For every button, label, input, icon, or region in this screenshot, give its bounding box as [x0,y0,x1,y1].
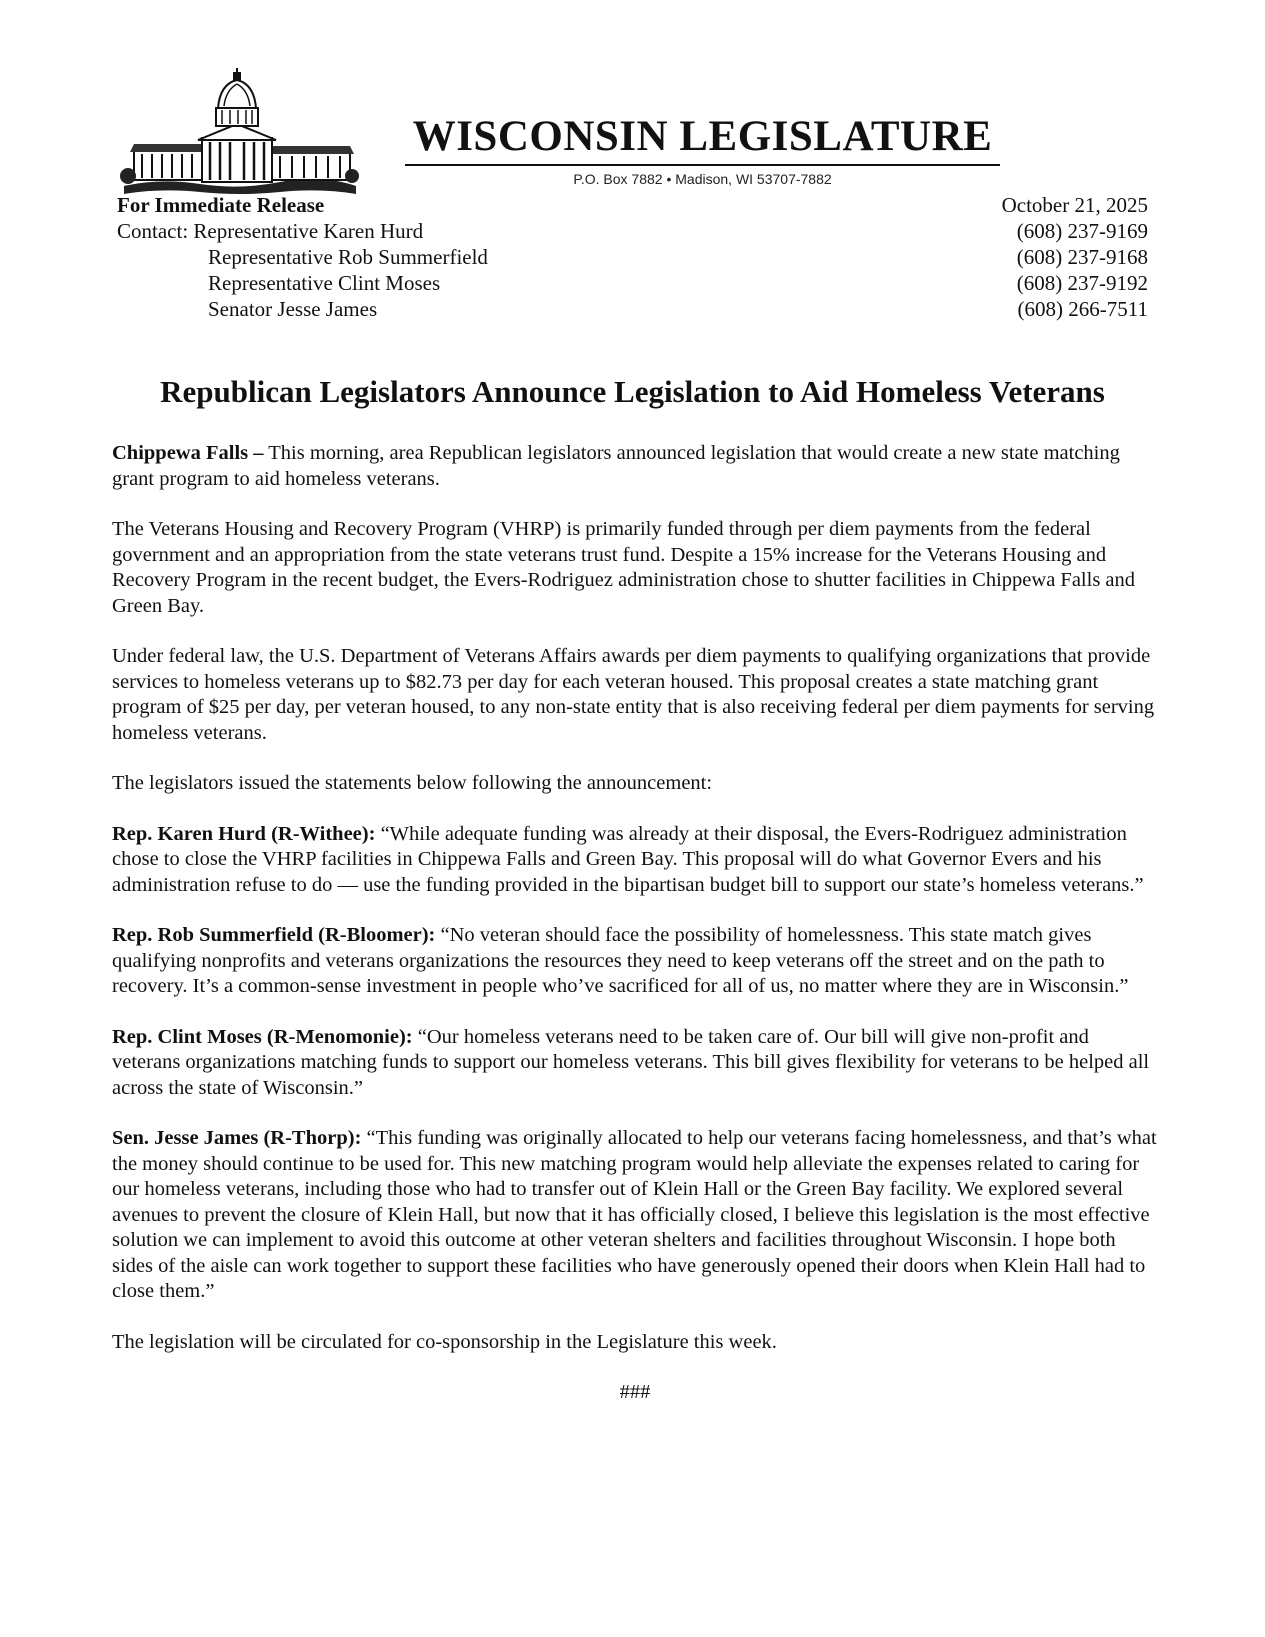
contact-name: Contact: Representative Karen Hurd [117,219,424,243]
headline: Republican Legislators Announce Legislation to Aid Homeless Veterans [160,374,1105,409]
contact-phone: (608) 266-7511 [1017,297,1148,321]
contact-phone: (608) 237-9192 [1016,271,1148,295]
organization-address: P.O. Box 7882 • Madison, WI 53707-7882 [573,171,832,187]
paragraph-closing: The legislation will be circulated for co-sponsorship in the Legislature this week. [112,1330,777,1353]
paragraph-intro: Chippewa Falls – This morning, area Republican legislators announced legislation that would create a new state matching grant program to aid homeless veterans. [112,442,1120,490]
paragraph-vhrp: The Veterans Housing and Recovery Program (VHRP) is primarily funded through per diem payments from the federal government and an appropriation from the state veterans trust fund. Despite a 15% increase for the Veterans Housing and Recovery Program in the recent budget, the Evers-Rodriguez administration chose to shutter facilities in Chippewa Falls and Green Bay. [112,518,1136,617]
paragraph-federal-law: Under federal law, the U.S. Department of Veterans Affairs awards per diem payments to qualifying organizations that provide services to homeless veterans up to $82.73 per day for each veteran housed. This proposal creates a state matching grant program of $25 per day, per veteran housed, to any non-state entity that is also receiving federal per diem payments for serving homeless veterans. [112,645,1155,744]
capitol-building-logo [120,68,360,208]
press-release-body [112,441,1158,1431]
end-mark: ### [619,1381,651,1403]
quote-james: Sen. Jesse James (R-Thorp): “This funding was originally allocated to help our veterans facing homelessness, and that’s what the money should continue to be used for. This new matching program would help alleviate the expenses related to caring for our homeless veterans, including those who had to transfer out of Klein Hall or the Green Bay facility. We explored several avenues to prevent the closure of Klein Hall, but now that it has officially closed, I believe this legislation is the most effective solution we can implement to avoid this outcome at other veteran shelters and facilities throughout Wisconsin. I hope both sides of the aisle can work together to support these facilities who have generously opened their doors when Klein Hall had to close them.” [112,1127,1157,1302]
contact-phone: (608) 237-9168 [1016,245,1148,269]
quote-hurd: Rep. Karen Hurd (R-Withee): “While adequate funding was already at their disposal, the Evers-Rodriguez administration chose to close the VHRP facilities in Chippewa Falls and Green Bay. This proposal will do what Governor Evers and his administration refuse to do — use the funding provided in the bipartisan budget bill to support our state’s homeless veterans.” [112,822,1144,896]
release-date: October 21, 2025 [1001,193,1148,217]
quote-summerfield: Rep. Rob Summerfield (R-Bloomer): “No veteran should face the possibility of homelessness. This state match gives qualifying nonprofits and veterans organizations the resources they need to keep veterans off the street and on the path to recovery. It’s a common-sense investment in people who’ve sacrificed for all of us, no matter where they are in Wisconsin.” [112,924,1129,997]
speaker-name: Rep. Karen Hurd (R-Withee): [112,822,376,845]
release-label: For Immediate Release [117,193,325,217]
quote-moses: Rep. Clint Moses (R-Menomonie): “Our homeless veterans need to be taken care of. Our bill will give non-profit and veterans organizations matching funds to support our homeless veterans. This bill gives flexibility for veterans to be helped all across the state of Wisconsin.” [112,1025,1150,1099]
contact-phone: (608) 237-9169 [1016,219,1148,243]
letterhead-rule [405,164,1000,166]
dateline: Chippewa Falls – [112,442,264,464]
contact-name: Senator Jesse James [208,297,378,321]
speaker-name: Rep. Rob Summerfield (R-Bloomer): [112,924,436,946]
contact-name: Representative Clint Moses [208,271,441,295]
organization-name: WISCONSIN LEGISLATURE [412,113,993,160]
paragraph-statements-intro: The legislators issued the statements below following the announcement: [112,772,713,794]
speaker-name: Rep. Clint Moses (R-Menomonie): [112,1025,413,1048]
speaker-name: Sen. Jesse James (R-Thorp): [112,1127,362,1149]
contact-name: Representative Rob Summerfield [208,245,488,269]
